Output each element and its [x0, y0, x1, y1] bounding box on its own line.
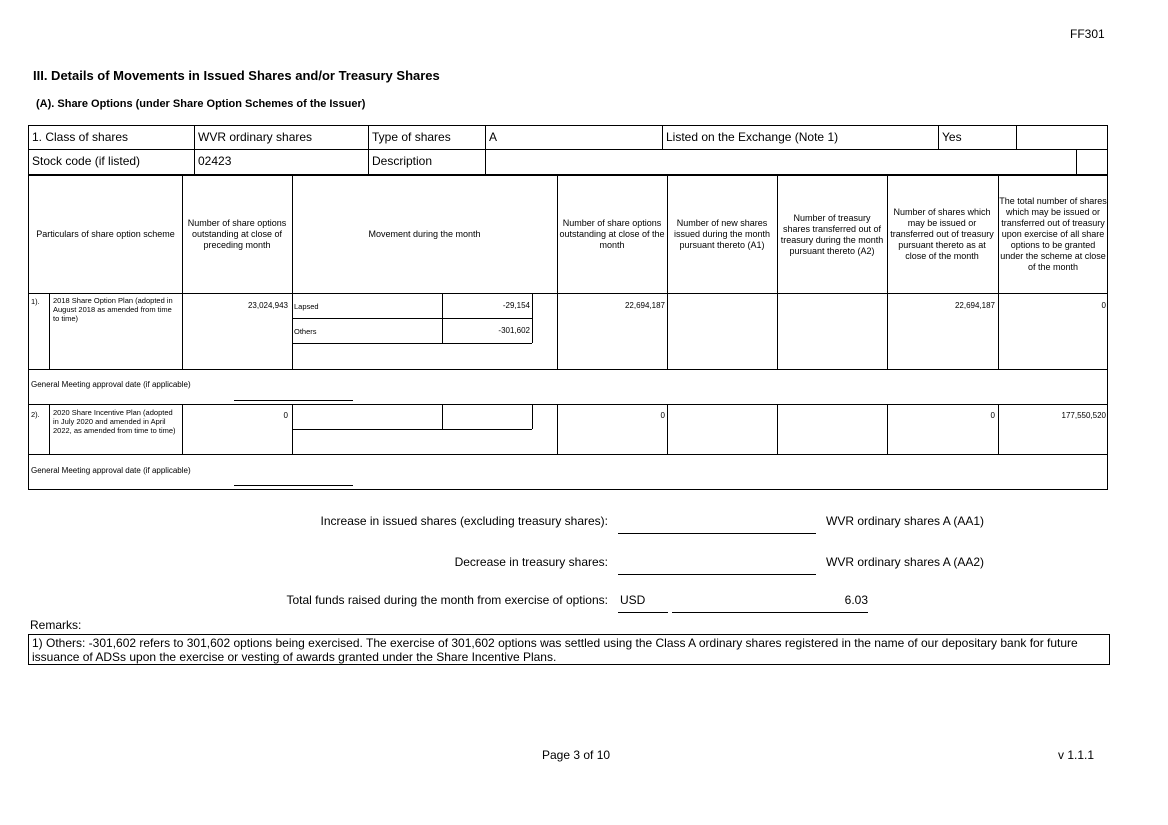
scheme-1-gm-label: General Meeting approval date (if applicable) — [31, 380, 191, 389]
sub-title: (A). Share Options (under Share Option Schemes of the Issuer) — [36, 98, 366, 110]
remarks-text: 1) Others: -301,602 refers to 301,602 options being exercised. The exercise of 301,602 options was settled using the Class A ordinary shares registered in the name of our depositary bank for future issuance of ADSs upon the exercise or vesting of awards granted under the Share Incentive Plans. — [28, 634, 1110, 665]
type-value: A — [485, 126, 662, 149]
scheme-1-movement-1-value: -29,154 — [502, 301, 530, 310]
decrease-class: WVR ordinary shares A (AA2) — [826, 555, 985, 569]
header-treasury: Number of treasury shares transferred out of treasury during the month pursuant thereto (A2) — [780, 212, 884, 256]
increase-label: Increase in issued shares (excluding treasury shares): — [320, 514, 608, 528]
scheme-1-index: 1). — [31, 297, 40, 306]
scheme-1-gm-date-line — [234, 400, 353, 401]
scheme-1-outstanding-prev: 23,024,943 — [247, 301, 288, 310]
header-total-number: The total number of shares which may be issued or transferred out of treasury upon exercise of all share options to be granted under the scheme at close of the month — [999, 196, 1107, 272]
page-number: Page 3 of 10 — [542, 748, 611, 762]
decrease-label: Decrease in treasury shares: — [454, 555, 608, 569]
header-movement: Movement during the month — [368, 229, 481, 239]
scheme-1-movement-2-value: -301,602 — [498, 326, 530, 335]
listed-value: Yes — [938, 126, 1016, 149]
scheme-2-index: 2). — [31, 410, 40, 419]
scheme-2-gm-label: General Meeting approval date (if applicable) — [31, 466, 191, 475]
description-label: Description — [368, 150, 485, 174]
header-new-shares: Number of new shares issued during the month pursuant thereto (A1) — [673, 218, 771, 250]
section-title: III. Details of Movements in Issued Shares and/or Treasury Shares — [33, 68, 440, 83]
scheme-2-name: 2020 Share Incentive Plan (adopted in July 2020 and amended in April 2022, as amended from time to time) — [53, 408, 176, 435]
stock-code-value: 02423 — [194, 150, 368, 174]
share-options-table — [28, 175, 1108, 490]
class-value: WVR ordinary shares — [194, 126, 368, 149]
scheme-2-outstanding-close: 0 — [660, 411, 665, 420]
remarks-label: Remarks: — [30, 618, 82, 632]
scheme-2-outstanding-prev: 0 — [283, 411, 288, 420]
listed-label: Listed on the Exchange (Note 1) — [662, 126, 938, 149]
header-may-be-issued: Number of shares which may be issued or transferred out of treasury pursuant thereto as at close of the month — [890, 207, 994, 261]
scheme-1-outstanding-close: 22,694,187 — [624, 301, 665, 310]
type-label: Type of shares — [368, 126, 485, 149]
stock-code-row — [28, 149, 1108, 175]
blank-cell — [1076, 150, 1108, 174]
description-value — [485, 150, 1076, 174]
funds-currency: USD — [620, 593, 646, 607]
scheme-1-movement-1-label: Lapsed — [294, 302, 319, 311]
scheme-1-may-be-issued: 22,694,187 — [954, 301, 995, 310]
funds-value: 6.03 — [844, 593, 868, 607]
scheme-1-total-number: 0 — [1101, 301, 1106, 310]
scheme-2-gm-date-line — [234, 485, 353, 486]
header-particulars: Particulars of share option scheme — [36, 229, 175, 239]
stock-code-label: Stock code (if listed) — [32, 154, 141, 168]
scheme-2-total-number: 177,550,520 — [1061, 411, 1106, 420]
form-code: FF301 — [1070, 27, 1105, 41]
increase-class: WVR ordinary shares A (AA1) — [826, 514, 985, 528]
funds-label: Total funds raised during the month from exercise of options: — [286, 593, 608, 607]
header-outstanding-prev: Number of share options outstanding at close of preceding month — [187, 218, 287, 250]
scheme-1-name: 2018 Share Option Plan (adopted in August 2018 as amended from time to time) — [53, 296, 173, 323]
version: v 1.1.1 — [1058, 748, 1095, 762]
header-outstanding-close: Number of share options outstanding at close of the month — [559, 218, 665, 250]
blank-cell — [1016, 126, 1108, 149]
scheme-1-movement-2-label: Others — [294, 327, 317, 336]
scheme-2-may-be-issued: 0 — [990, 411, 995, 420]
class-label: 1. Class of shares — [32, 130, 129, 144]
class-of-shares-row — [28, 125, 1108, 150]
